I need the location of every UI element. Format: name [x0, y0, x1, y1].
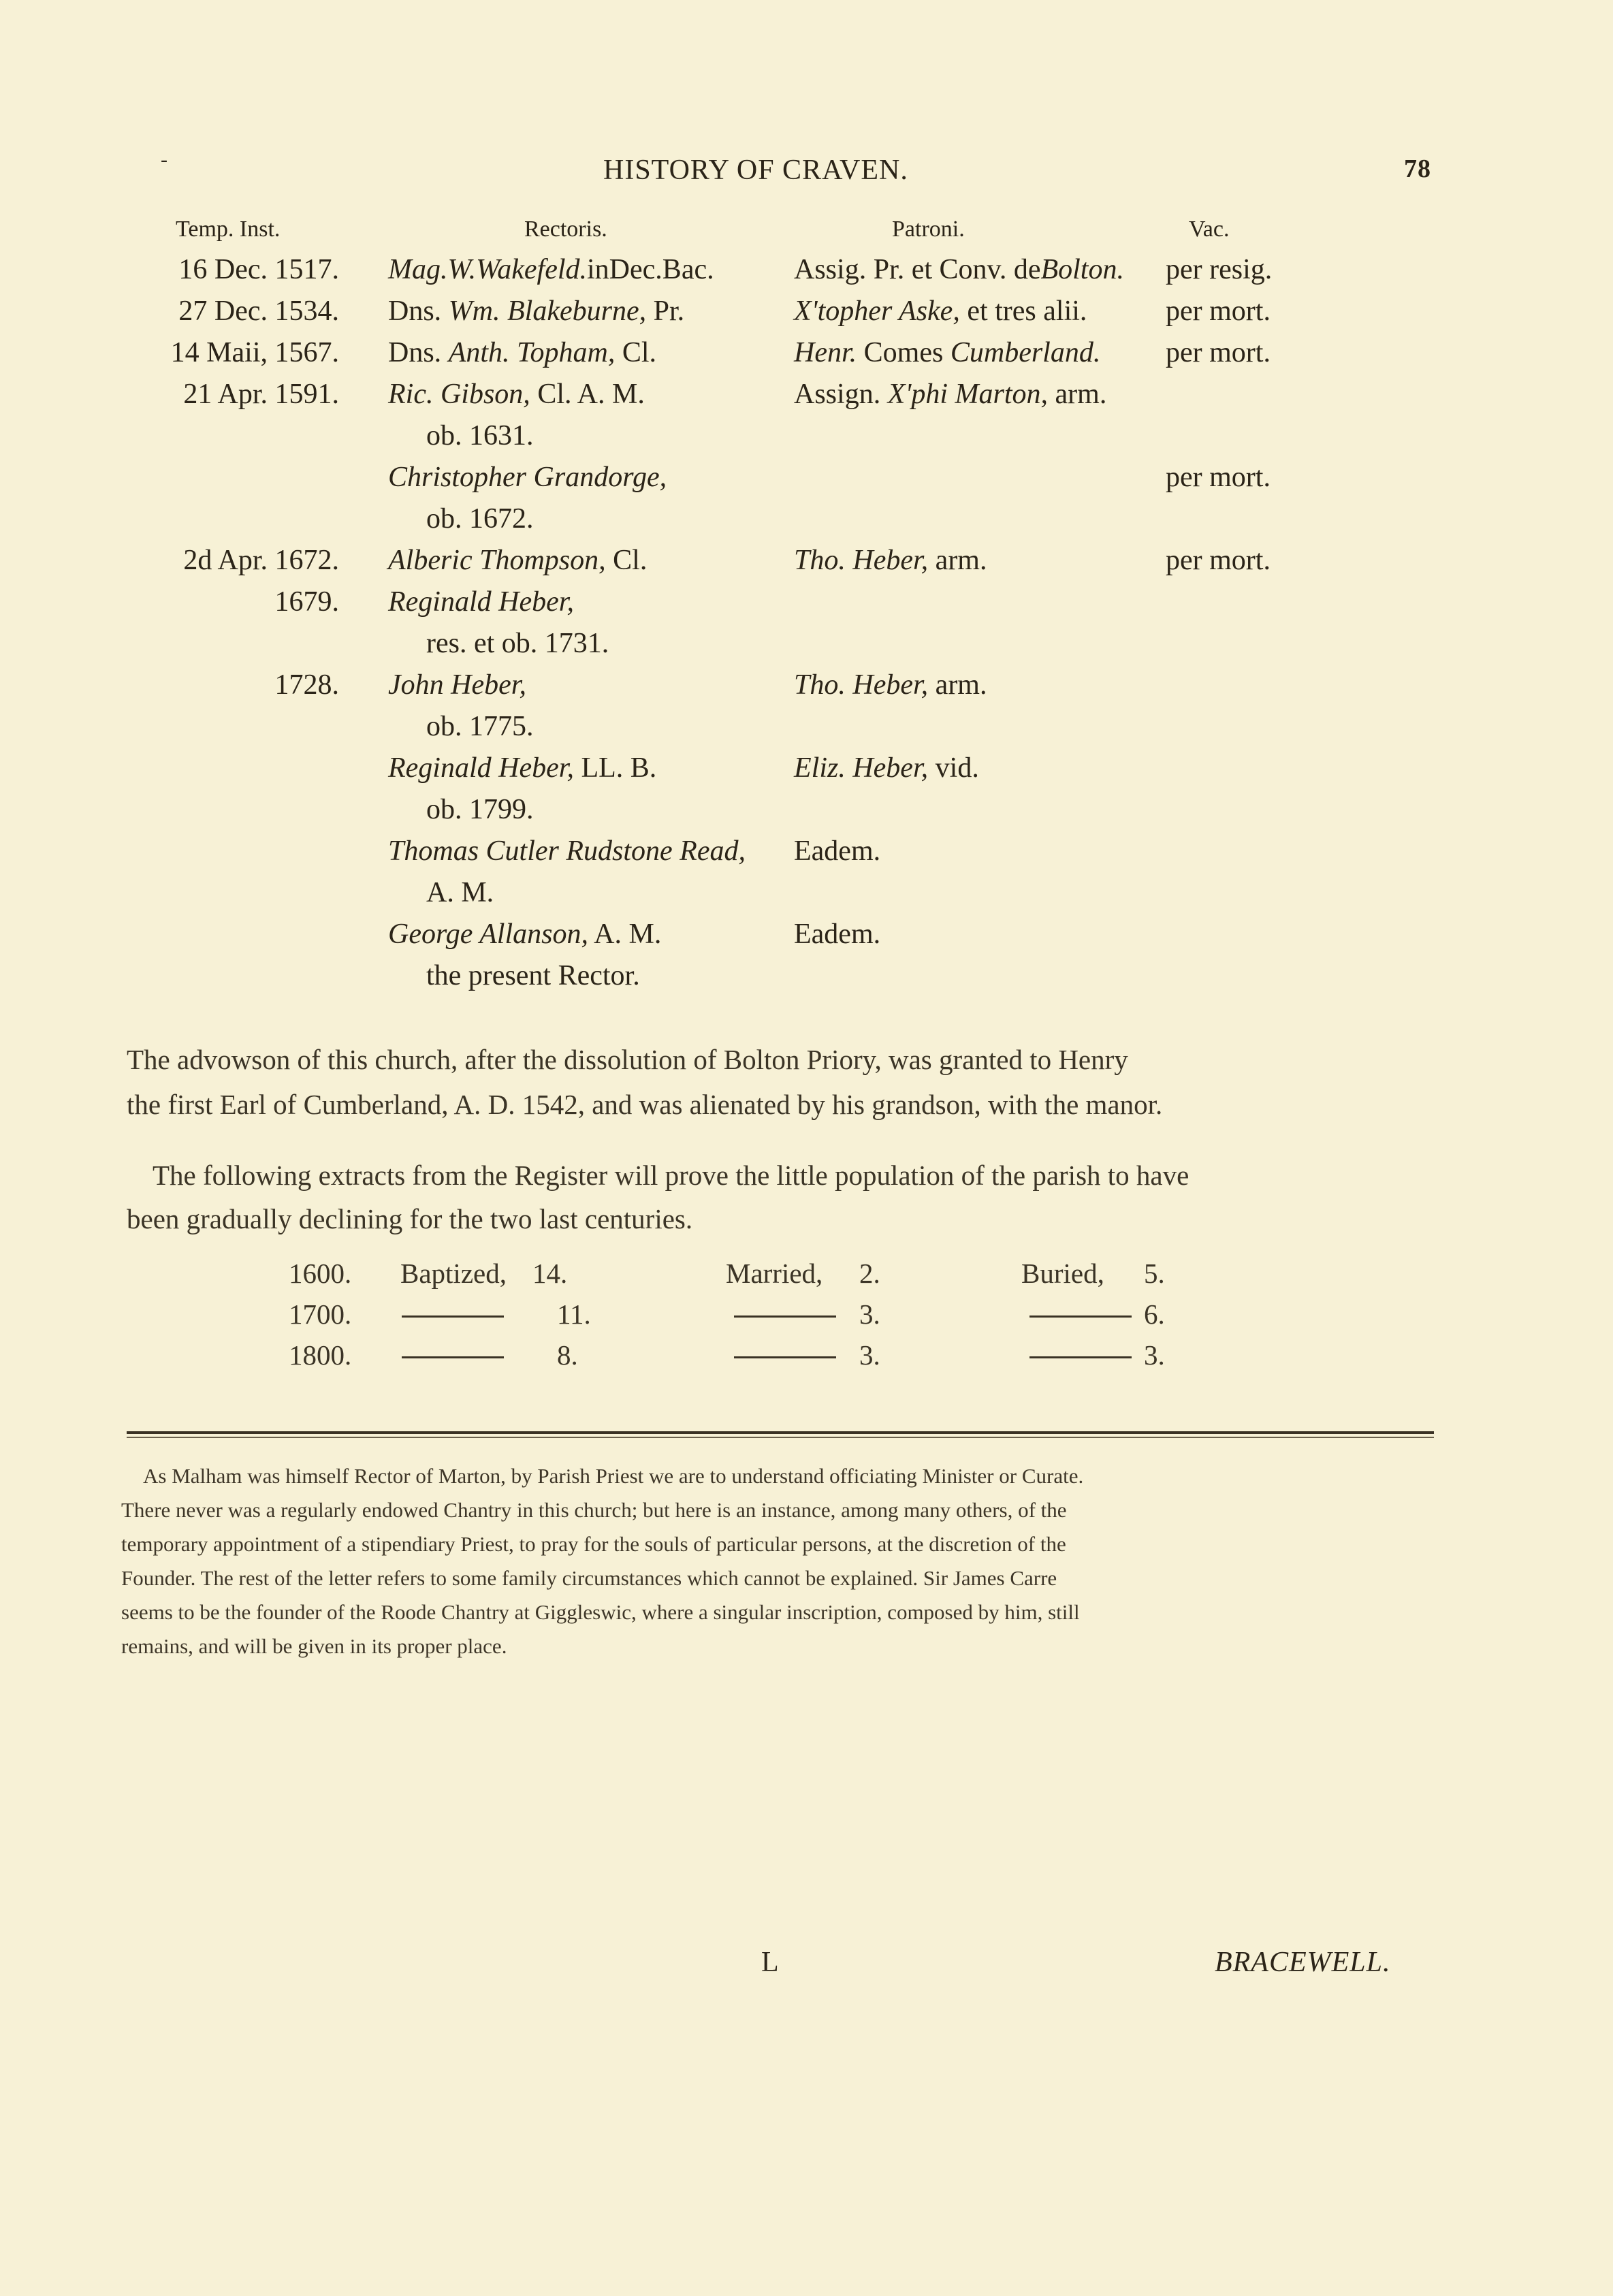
footnote-line: seems to be the founder of the Roode Chantry at Giggleswic, where a singular inscription, composed by him, still: [121, 1600, 1080, 1624]
cell-patron: Tho. Heber, arm.: [794, 545, 987, 576]
cell-vac: per mort.: [1166, 296, 1271, 327]
ditto-dash: [1029, 1316, 1132, 1318]
register-year: 1600.: [289, 1258, 352, 1289]
baptized-count: 8.: [557, 1339, 578, 1371]
buried-count: 3.: [1144, 1339, 1165, 1371]
buried-count: 6.: [1144, 1298, 1165, 1330]
ditto-dash: [402, 1316, 504, 1318]
cell-vac: per mort.: [1166, 337, 1271, 368]
catchword: BRACEWELL.: [1215, 1947, 1391, 1978]
married-count: 3.: [859, 1339, 880, 1371]
cell-patron: Eadem.: [794, 919, 881, 950]
column-header-temp-inst: Temp. Inst.: [176, 217, 281, 242]
cell-vac: per resig.: [1166, 254, 1273, 285]
column-header-patroni: Patroni.: [892, 217, 965, 242]
page-title: HISTORY OF CRAVEN.: [603, 155, 908, 186]
ditto-dash: [402, 1356, 504, 1358]
cell-patron: X'topher Aske, et tres alii.: [794, 296, 1087, 327]
cell-rector: ob. 1799.: [426, 794, 534, 825]
cell-date: 1679.: [274, 586, 339, 618]
buried-label: Buried,: [1021, 1258, 1104, 1289]
cell-date: 16 Dec. 1517.: [178, 254, 339, 285]
cell-patron: Tho. Heber, arm.: [794, 669, 987, 701]
signature-mark: L: [761, 1947, 779, 1978]
cell-patron: Eadem.: [794, 835, 881, 867]
married-count: 2.: [859, 1258, 880, 1289]
cell-date: 1728.: [274, 669, 339, 701]
cell-rector: Dns. Anth. Topham, Cl.: [388, 337, 657, 368]
register-year: 1700.: [289, 1298, 352, 1330]
baptized-label: Baptized,: [400, 1258, 507, 1289]
column-header-rectoris: Rectoris.: [524, 217, 607, 242]
buried-count: 5.: [1144, 1258, 1165, 1289]
baptized-count: 14.: [532, 1258, 568, 1289]
cell-rector: Alberic Thompson, Cl.: [388, 545, 648, 576]
footnote-line: remains, and will be given in its proper place.: [121, 1634, 507, 1658]
married-count: 3.: [859, 1298, 880, 1330]
cell-rector: John Heber,: [388, 669, 526, 701]
cell-date: 27 Dec. 1534.: [178, 296, 339, 327]
cell-date: 14 Maii, 1567.: [170, 337, 339, 368]
paragraph-register-line2: been gradually declining for the two last centuries.: [127, 1203, 693, 1234]
cell-patron: Eliz. Heber, vid.: [794, 752, 979, 784]
footnote-line: As Malham was himself Rector of Marton, by Parish Priest we are to understand officiating Minister or Curate.: [143, 1464, 1084, 1488]
paragraph-advowson-line2: the first Earl of Cumberland, A. D. 1542, and was alienated by his grandson, with the manor.: [127, 1089, 1163, 1120]
cell-rector: A. M.: [426, 877, 494, 908]
cell-rector: Thomas Cutler Rudstone Read,: [388, 835, 746, 867]
cell-rector: Christopher Grandorge,: [388, 462, 667, 493]
cell-rector: Reginald Heber,: [388, 586, 574, 618]
ditto-dash: [734, 1356, 836, 1358]
cell-rector: Mag.W.Wakefeld.inDec.Bac.: [388, 254, 714, 285]
ditto-dash: [734, 1316, 836, 1318]
baptized-count: 11.: [557, 1298, 591, 1330]
cell-date: 21 Apr. 1591.: [183, 379, 339, 410]
paragraph-register-line1: The following extracts from the Register will prove the little population of the parish to have: [153, 1160, 1189, 1191]
cell-rector: George Allanson, A. M.: [388, 919, 662, 950]
page-number: 78: [1404, 155, 1431, 183]
footnote-rule-thin: [127, 1437, 1434, 1438]
cell-rector: the present Rector.: [426, 960, 640, 991]
column-header-vac: Vac.: [1189, 217, 1230, 242]
cell-rector: Dns. Wm. Blakeburne, Pr.: [388, 296, 685, 327]
cell-rector: ob. 1672.: [426, 503, 534, 535]
footnote-rule: [127, 1431, 1434, 1434]
cell-patron: Assign. X'phi Marton, arm.: [794, 379, 1107, 410]
cell-patron: Assig. Pr. et Conv. deBolton.: [794, 254, 1124, 285]
footnote-line: Founder. The rest of the letter refers to some family circumstances which cannot be explained. Sir James Carre: [121, 1566, 1057, 1590]
cell-vac: per mort.: [1166, 462, 1271, 493]
cell-vac: per mort.: [1166, 545, 1271, 576]
cell-rector: ob. 1631.: [426, 420, 534, 451]
cell-date: 2d Apr. 1672.: [183, 545, 339, 576]
married-label: Married,: [726, 1258, 823, 1289]
cell-rector: Reginald Heber, LL. B.: [388, 752, 657, 784]
cell-rector: Ric. Gibson, Cl. A. M.: [388, 379, 645, 410]
cell-rector: ob. 1775.: [426, 711, 534, 742]
ditto-dash: [1029, 1356, 1132, 1358]
cell-patron: Henr. Comes Cumberland.: [794, 337, 1101, 368]
register-year: 1800.: [289, 1339, 352, 1371]
footnote-line: temporary appointment of a stipendiary Priest, to pray for the souls of particular persons, at the discretion of the: [121, 1532, 1066, 1556]
footnote-line: There never was a regularly endowed Chantry in this church; but here is an instance, among many others, of the: [121, 1498, 1067, 1522]
cell-rector: res. et ob. 1731.: [426, 628, 609, 659]
header-mark: -: [161, 148, 168, 171]
paragraph-advowson-line1: The advowson of this church, after the dissolution of Bolton Priory, was granted to Henry: [127, 1044, 1128, 1075]
